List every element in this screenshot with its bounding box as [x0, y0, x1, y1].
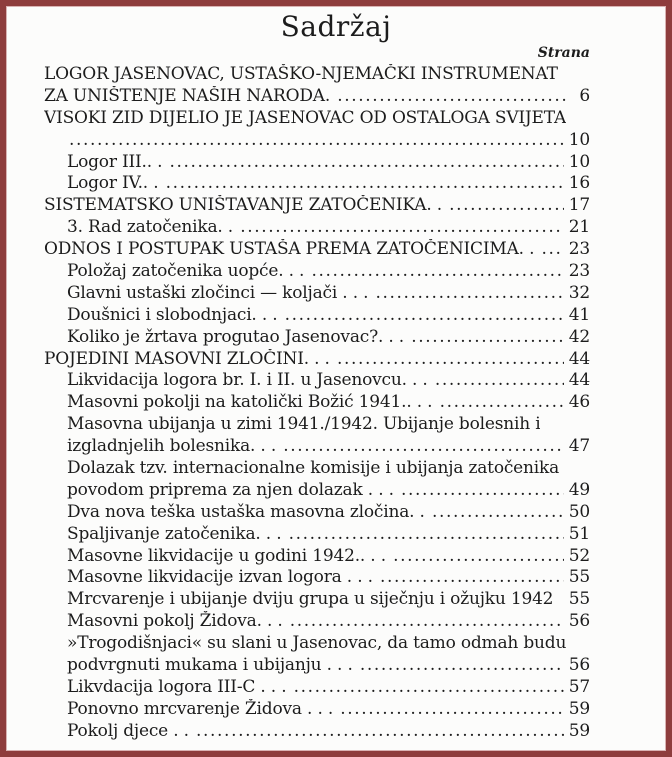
toc-entry-page: 44 [568, 370, 590, 391]
toc-entry-label: Likvdacija logora III-C . . . [67, 676, 292, 697]
toc-row [44, 130, 590, 152]
toc-entry-page: 49 [568, 479, 590, 500]
dot-leader [401, 480, 564, 502]
toc-entry-page: 42 [568, 326, 590, 347]
dot-leader [380, 567, 564, 589]
toc-row [44, 108, 590, 130]
toc-row [44, 239, 590, 261]
toc-entry-label: Mrcvarenje i ubijanje dviju grupa u siječnju i ožujku 1942 [67, 589, 554, 610]
toc-entry-label: ZA UNIŠTENJE NAŠIH NARODA. [44, 85, 336, 106]
toc-row [44, 699, 590, 721]
dot-leader [69, 130, 564, 152]
toc-entry-label: ODNOS I POSTUPAK USTAŠA PREMA ZATOČENICIMA. . [44, 239, 540, 260]
toc-entry-label: Masovne likvidacije izvan logora . . . [67, 567, 379, 588]
toc-row [44, 524, 590, 546]
dot-leader [376, 283, 564, 305]
toc-entry-page: 23 [568, 261, 590, 282]
toc-row [44, 721, 590, 743]
toc-entry-label: »Trogodišnjaci« su slani u Jasenovac, da tamo odmah budu [67, 633, 567, 654]
toc-content [6, 45, 666, 743]
toc-entry-label: Pokolj djece . . [67, 720, 195, 741]
toc-entry-label: SISTEMATSKO UNIŠTAVANJE ZATOČENIKA. . [44, 195, 448, 216]
toc-entry-page: 16 [568, 173, 590, 194]
toc-entry-page: 51 [568, 523, 590, 544]
toc-row [44, 436, 590, 458]
toc-row [44, 480, 590, 502]
dot-leader [290, 611, 564, 633]
toc-row [44, 195, 590, 217]
dot-leader [289, 524, 564, 546]
toc-row [44, 546, 590, 568]
toc-entry-label: 3. Rad zatočenika. . [67, 217, 239, 238]
toc-row [44, 502, 590, 524]
toc-row [44, 305, 590, 327]
toc-row [44, 64, 590, 86]
page-column-header: Strana [537, 45, 590, 61]
toc-entry-page: 46 [568, 392, 590, 413]
toc-entry-page: 55 [568, 567, 590, 588]
toc-row [44, 589, 590, 611]
toc-row [44, 217, 590, 239]
toc-row [44, 414, 590, 436]
toc-entry-label: podvrgnuti mukama i ubijanju . . . [67, 655, 358, 676]
toc-entry-page: 56 [568, 611, 590, 632]
toc-row [44, 567, 590, 589]
dot-leader [337, 86, 568, 108]
toc-entry-page: 41 [568, 304, 590, 325]
toc-row [44, 633, 590, 655]
dot-leader [435, 370, 564, 392]
toc-entry-label: Masovna ubijanja u zimi 1941./1942. Ubijanje bolesnih i [67, 414, 541, 435]
toc-row [44, 370, 590, 392]
dot-leader [337, 349, 564, 371]
dot-leader [449, 195, 564, 217]
toc-entry-page: 17 [568, 195, 590, 216]
dot-leader [285, 305, 564, 327]
toc-entry-label: povodom priprema za njen dolazak . . . [67, 479, 400, 500]
toc-row [44, 152, 590, 174]
toc-entry-label: Koliko je žrtava progutao Jasenovac?. . . [67, 326, 410, 347]
toc-row [44, 392, 590, 414]
toc-row [44, 173, 590, 195]
toc-title: Sadržaj [280, 10, 392, 43]
toc-entry-page: 47 [568, 436, 590, 457]
dot-leader [541, 239, 563, 261]
toc-entry-label: Likvidacija logora br. I. i II. u Jasenovcu. . . [67, 370, 433, 391]
toc-row [44, 655, 590, 677]
toc-row [44, 327, 590, 349]
toc-entry-page: 59 [568, 698, 590, 719]
toc-entry-page: 59 [568, 720, 590, 741]
dot-leader [411, 327, 564, 349]
toc-entry-page: 21 [568, 217, 590, 238]
toc-row [44, 86, 590, 108]
toc-entry-label: Masovni pokolji na katolički Božić 1941.. . . [67, 392, 438, 413]
dot-leader [283, 436, 564, 458]
toc-entry-page: 23 [568, 239, 590, 260]
toc-entry-label: LOGOR JASENOVAC, USTAŠKO-NJEMAČKI INSTRUMENAT [44, 64, 558, 84]
toc-entry-label: Dolazak tzv. internacionalne komisije i ubijanja zatočenika [67, 458, 560, 479]
toc-entry-label: Logor IV.. . [67, 173, 164, 194]
toc-entry-label: Spaljivanje zatočenika. . . [67, 523, 287, 544]
toc-entry-page: 50 [568, 501, 590, 522]
toc-entry-page: 57 [568, 676, 590, 697]
toc-row [44, 261, 590, 283]
toc-entry-page: 44 [568, 348, 590, 369]
toc-entry-label: Logor III.. . [67, 151, 168, 172]
toc-entry-label: Masovne likvidacije u godini 1942.. . . [67, 545, 392, 566]
toc-entry-page: 6 [579, 85, 590, 106]
dot-leader [440, 392, 564, 414]
toc-entry-label: Doušnici i slobodnjaci. . . [67, 304, 283, 325]
toc-row [44, 611, 590, 633]
toc-entry-label: POJEDINI MASOVNI ZLOČINI. . . [44, 348, 335, 369]
toc-entry-page: 52 [568, 545, 590, 566]
dot-leader [340, 699, 563, 721]
toc-row [44, 677, 590, 699]
toc-entry-label: Ponovno mrcvarenje Židova . . . [67, 698, 339, 719]
toc-entry-label: Dva nova teška ustaška masovna zločina. . [67, 501, 430, 522]
dot-leader [170, 152, 564, 174]
dot-leader [240, 217, 564, 239]
toc-entry-label: izgladnjelih bolesnika. . . [67, 436, 282, 457]
dot-leader [432, 502, 564, 524]
toc-row [44, 458, 590, 480]
toc-entry-page: 10 [568, 129, 590, 150]
toc-entry-page: 32 [568, 282, 590, 303]
toc-entry-page: 56 [568, 655, 590, 676]
toc-entry-page: 10 [568, 151, 590, 172]
toc-entry-label: Glavni ustaški zločinci — koljači . . . [67, 282, 374, 303]
dot-leader [166, 173, 564, 195]
toc-list [44, 64, 590, 743]
toc-entry-label: VISOKI ZID DIJELIO JE JASENOVAC OD OSTALOGA SVIJETA [44, 107, 567, 128]
dot-leader [294, 677, 564, 699]
toc-entry-label: Položaj zatočenika uopće. . . [67, 261, 310, 282]
dot-leader [360, 655, 564, 677]
toc-entry-label: Masovni pokolj Židova. . . [67, 611, 288, 632]
toc-entry-page: 55 [568, 589, 590, 610]
dot-leader [311, 261, 563, 283]
toc-row [44, 283, 590, 305]
toc-row [44, 349, 590, 371]
dot-leader [393, 546, 564, 568]
dot-leader [196, 721, 564, 743]
